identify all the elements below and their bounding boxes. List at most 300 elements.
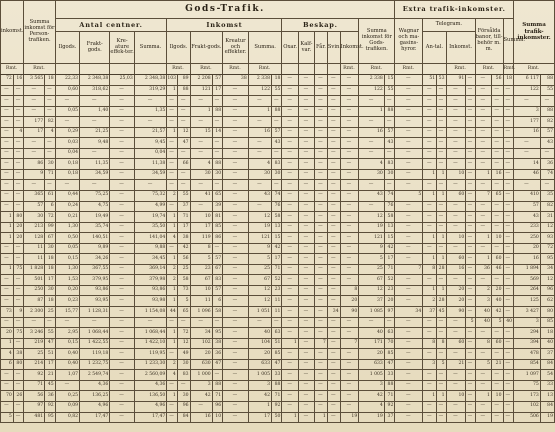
table-cell: — xyxy=(491,328,503,339)
table-cell: — xyxy=(167,201,177,212)
telegram-antal-header: An-tal. xyxy=(423,32,446,64)
table-cell: — xyxy=(298,359,314,370)
table-cell: 1 422,10 xyxy=(134,338,167,349)
table-cell: — xyxy=(110,296,134,307)
table-cell: — xyxy=(475,75,491,86)
table-cell: — xyxy=(359,138,385,149)
table-row xyxy=(1,75,555,86)
table-cell: 16 xyxy=(514,127,541,138)
table-cell: — xyxy=(167,180,177,191)
table-cell: — xyxy=(167,243,177,254)
table-cell: 34 xyxy=(327,307,340,318)
table-cell: 3 246 xyxy=(24,328,45,339)
table-cell: — xyxy=(298,85,314,96)
table-cell: 34,59 xyxy=(134,169,167,180)
table-cell: — xyxy=(491,106,503,117)
table-cell: — xyxy=(315,106,328,117)
table-cell: 67 xyxy=(190,275,212,286)
table-cell: — xyxy=(503,264,514,275)
table-cell: 88 xyxy=(272,380,282,391)
table-cell: 4 xyxy=(167,233,177,244)
table-cell: — xyxy=(423,317,437,328)
table-cell: — xyxy=(475,401,491,412)
table-cell: — xyxy=(13,106,23,117)
table-cell: 43 xyxy=(384,138,395,149)
table-cell: 6 xyxy=(45,201,55,212)
table-cell: 89 xyxy=(177,75,190,86)
table-cell: — xyxy=(282,401,298,412)
table-cell: — xyxy=(327,317,340,328)
table-cell: — xyxy=(503,349,514,360)
table-row xyxy=(1,254,555,265)
table-cell: — xyxy=(503,201,514,212)
table-cell: — xyxy=(298,412,314,423)
table-cell: — xyxy=(110,285,134,296)
table-cell: 0,04 xyxy=(55,148,79,159)
table-cell: — xyxy=(223,169,249,180)
table-cell: — xyxy=(315,359,328,370)
table-cell: — xyxy=(475,349,491,360)
table-cell: 177 xyxy=(24,117,45,128)
table-cell: — xyxy=(282,138,298,149)
table-cell: 16 xyxy=(446,264,466,275)
table-cell: — xyxy=(395,117,423,128)
table-cell: — xyxy=(395,106,423,117)
table-cell: 25,03 xyxy=(110,75,134,86)
table-cell: — xyxy=(340,317,359,328)
table-cell: — xyxy=(223,307,249,318)
table-cell: — xyxy=(1,138,14,149)
table-cell: 43 xyxy=(514,212,541,223)
table-cell: 36 xyxy=(475,264,491,275)
table-cell: 11 xyxy=(24,243,45,254)
table-cell: — xyxy=(13,148,23,159)
table-cell: — xyxy=(1,180,14,191)
table-cell: 1 xyxy=(167,328,177,339)
table-cell: 70 xyxy=(384,338,395,349)
table-cell: 18 xyxy=(45,264,55,275)
table-cell: — xyxy=(466,180,475,191)
table-cell: 19 xyxy=(248,222,271,233)
table-cell: — xyxy=(446,317,466,328)
table-cell: — xyxy=(446,275,466,286)
table-cell: 52 xyxy=(272,275,282,286)
table-cell: — xyxy=(223,338,249,349)
table-cell: — xyxy=(466,285,475,296)
table-cell: — xyxy=(395,222,423,233)
table-cell: — xyxy=(384,317,395,328)
table-cell: 213 xyxy=(24,222,45,233)
table-cell: — xyxy=(466,370,475,381)
table-row xyxy=(1,127,555,138)
table-cell: 15 xyxy=(384,233,395,244)
unit-label: Rmt. xyxy=(395,64,423,75)
table-cell: — xyxy=(315,349,328,360)
table-cell: 10 xyxy=(212,412,222,423)
table-cell: 30 xyxy=(45,243,55,254)
table-cell: 34 xyxy=(395,307,423,318)
table-cell: 15 xyxy=(272,233,282,244)
table-cell: 13 xyxy=(384,222,395,233)
table-cell: 97 xyxy=(384,307,395,318)
table-cell: 18 xyxy=(540,328,554,339)
table-cell: — xyxy=(298,106,314,117)
table-cell: — xyxy=(315,233,328,244)
table-cell: 854 xyxy=(514,359,541,370)
table-cell: — xyxy=(110,117,134,128)
table-cell: — xyxy=(55,317,79,328)
table-cell: 38 xyxy=(177,233,190,244)
table-cell: 38 xyxy=(212,338,222,349)
table-cell: — xyxy=(327,138,340,149)
table-cell: — xyxy=(1,243,14,254)
table-cell: — xyxy=(24,96,45,107)
table-cell: — xyxy=(327,75,340,86)
table-cell: 20 xyxy=(340,296,359,307)
table-cell: 1 xyxy=(315,412,328,423)
inkomst-cut-header: inkomst. xyxy=(1,1,24,64)
table-cell: 20 xyxy=(13,233,23,244)
table-cell: 1 232,75 xyxy=(80,359,110,370)
table-cell: — xyxy=(298,370,314,381)
table-cell: 1,40 xyxy=(80,106,110,117)
table-cell: — xyxy=(315,75,328,86)
table-cell: — xyxy=(298,233,314,244)
table-cell: 74 xyxy=(272,191,282,202)
table-cell: — xyxy=(223,264,249,275)
table-cell: — xyxy=(110,191,134,202)
table-cell: 264 xyxy=(514,285,541,296)
table-cell: 42 xyxy=(384,243,395,254)
table-cell: 20 xyxy=(384,296,395,307)
table-cell: — xyxy=(223,233,249,244)
gods-trafik-header: Gods-Trafik. xyxy=(55,1,395,19)
table-cell: 10 xyxy=(491,391,503,402)
table-cell: 62 xyxy=(540,296,554,307)
table-cell: — xyxy=(437,201,446,212)
table-cell: 141,04 xyxy=(134,233,167,244)
table-row xyxy=(1,138,555,149)
table-cell: — xyxy=(340,148,359,159)
table-cell: 75,32 xyxy=(134,191,167,202)
table-cell: — xyxy=(45,317,55,328)
table-row xyxy=(1,159,555,170)
table-cell: — xyxy=(298,159,314,170)
table-row xyxy=(1,391,555,402)
table-cell: 4,99 xyxy=(134,201,167,212)
table-cell: 82 xyxy=(540,117,554,128)
table-cell: 0,82 xyxy=(55,412,79,423)
table-cell: — xyxy=(340,222,359,233)
table-cell: 95 xyxy=(540,254,554,265)
table-cell: 16 xyxy=(359,127,385,138)
table-cell: — xyxy=(110,169,134,180)
table-cell: 12 xyxy=(359,285,385,296)
table-cell: 1 xyxy=(423,233,437,244)
table-cell: 12 xyxy=(248,285,271,296)
table-cell: — xyxy=(177,106,190,117)
table-cell: — xyxy=(315,275,328,286)
table-cell: 633 xyxy=(359,359,385,370)
table-cell: 630 xyxy=(190,359,212,370)
table-cell: 28 xyxy=(437,296,446,307)
table-cell: 0,21 xyxy=(55,212,79,223)
table-cell: — xyxy=(446,201,466,212)
table-cell: — xyxy=(475,412,491,423)
table-cell: 1 xyxy=(423,285,437,296)
table-cell: 5 xyxy=(475,359,491,370)
table-cell: 1,30 xyxy=(55,264,79,275)
table-cell: — xyxy=(282,191,298,202)
table-cell: — xyxy=(282,359,298,370)
table-cell: — xyxy=(503,180,514,191)
table-cell: 92 xyxy=(272,401,282,412)
table-cell: 0,05 xyxy=(55,243,79,254)
table-cell: — xyxy=(80,180,110,191)
table-cell: — xyxy=(282,380,298,391)
table-cell: — xyxy=(491,117,503,128)
table-cell: 20 xyxy=(13,222,23,233)
table-cell: — xyxy=(315,148,328,159)
table-cell: 42 xyxy=(272,243,282,254)
table-cell: 84 xyxy=(540,401,554,412)
table-cell: 250 xyxy=(514,233,541,244)
antal-centner-header: Antal centner. xyxy=(55,19,167,32)
table-cell: — xyxy=(446,138,466,149)
table-cell: 12 xyxy=(177,338,190,349)
table-row xyxy=(1,328,555,339)
table-cell: — xyxy=(466,296,475,307)
table-cell: — xyxy=(327,285,340,296)
table-cell: 30 xyxy=(45,159,55,170)
table-cell: — xyxy=(315,212,328,223)
table-cell: — xyxy=(298,391,314,402)
table-cell: 93,98 xyxy=(134,296,167,307)
table-cell: 50 xyxy=(272,412,282,423)
table-cell: 1 828 xyxy=(24,264,45,275)
table-cell: 2 xyxy=(167,191,177,202)
table-cell: — xyxy=(503,391,514,402)
unit-label: Rmt. xyxy=(475,64,503,75)
table-cell: — xyxy=(466,222,475,233)
table-cell: — xyxy=(315,96,328,107)
table-cell: 57 xyxy=(212,285,222,296)
table-cell: — xyxy=(503,212,514,223)
table-cell: 250 xyxy=(24,285,45,296)
table-cell: 5 xyxy=(359,254,385,265)
table-cell: 136,50 xyxy=(134,391,167,402)
table-cell: — xyxy=(80,148,110,159)
table-cell: 51 xyxy=(45,349,55,360)
table-cell: 1 051 xyxy=(248,307,271,318)
table-cell: 37 xyxy=(384,412,395,423)
table-cell: — xyxy=(395,233,423,244)
table-cell: — xyxy=(340,264,359,275)
table-cell: — xyxy=(446,85,466,96)
table-cell: 5 xyxy=(437,359,446,370)
table-cell: — xyxy=(223,296,249,307)
table-cell: 1 xyxy=(475,254,491,265)
unit-label: Rmt. xyxy=(167,64,190,75)
table-cell: 2 338 xyxy=(359,75,385,86)
table-cell: — xyxy=(298,296,314,307)
table-cell: — xyxy=(491,380,503,391)
table-cell: 63 xyxy=(272,328,282,339)
table-cell: — xyxy=(110,85,134,96)
table-cell: 93 xyxy=(540,233,554,244)
table-cell: — xyxy=(80,317,110,328)
table-cell: — xyxy=(437,148,446,159)
table-cell: — xyxy=(514,180,541,191)
table-cell: — xyxy=(298,328,314,339)
table-cell: — xyxy=(359,180,385,191)
table-cell: 104 xyxy=(248,338,271,349)
table-cell: 1,07 xyxy=(55,370,79,381)
inkomst-fraktgods-header: Frakt-gods. xyxy=(190,32,223,64)
table-cell: — xyxy=(395,275,423,286)
table-cell: 21,57 xyxy=(134,127,167,138)
table-cell: — xyxy=(446,412,466,423)
table-cell: — xyxy=(491,275,503,286)
table-cell: — xyxy=(437,349,446,360)
table-cell: 294 xyxy=(514,328,541,339)
table-cell: 21,25 xyxy=(80,127,110,138)
table-cell: — xyxy=(466,138,475,149)
table-cell: 71 xyxy=(272,264,282,275)
table-cell: — xyxy=(514,96,541,107)
table-cell: — xyxy=(491,180,503,191)
table-cell: — xyxy=(466,212,475,223)
table-cell: 2 348,38 xyxy=(134,75,167,86)
table-cell: — xyxy=(177,169,190,180)
table-cell: 1,30 xyxy=(55,222,79,233)
table-cell: 17 xyxy=(177,222,190,233)
table-cell: — xyxy=(223,212,249,223)
table-cell: — xyxy=(223,138,249,149)
table-cell: — xyxy=(327,328,340,339)
table-cell: 85 xyxy=(272,349,282,360)
table-cell: — xyxy=(327,264,340,275)
table-cell: — xyxy=(282,222,298,233)
table-cell: — xyxy=(282,307,298,318)
unit-label: Rmt. xyxy=(503,64,514,75)
table-cell: 54 xyxy=(540,370,554,381)
table-cell: 34,26 xyxy=(80,254,110,265)
table-cell: 15 xyxy=(384,75,395,86)
table-cell: — xyxy=(437,138,446,149)
table-cell: 0,29 xyxy=(55,127,79,138)
table-cell: 75 xyxy=(13,264,23,275)
table-cell: 219 xyxy=(24,338,45,349)
table-cell: 0,25 xyxy=(55,391,79,402)
table-cell: 3 427 xyxy=(514,307,541,318)
table-cell: — xyxy=(423,275,437,286)
table-cell: 8 xyxy=(475,338,491,349)
table-cell: — xyxy=(1,370,14,381)
table-cell: — xyxy=(167,96,177,107)
beskap-inkomst-header: Inkomst. xyxy=(340,32,359,64)
table-cell: — xyxy=(223,127,249,138)
table-cell: — xyxy=(503,127,514,138)
table-cell: — xyxy=(466,96,475,107)
table-cell: 80 xyxy=(540,307,554,318)
table-cell: — xyxy=(395,370,423,381)
table-row xyxy=(1,180,555,191)
table-cell: 46 xyxy=(514,169,541,180)
table-cell: 36 xyxy=(540,159,554,170)
table-cell: 5 xyxy=(491,317,503,328)
table-cell: — xyxy=(282,85,298,96)
table-cell: 0,44 xyxy=(55,191,79,202)
table-cell: — xyxy=(110,412,134,423)
table-cell: — xyxy=(423,117,437,128)
table-cell: — xyxy=(1,275,14,286)
table-cell: — xyxy=(340,85,359,96)
table-cell: — xyxy=(437,159,446,170)
table-cell: — xyxy=(1,96,14,107)
table-cell: — xyxy=(514,138,541,149)
table-cell: — xyxy=(298,117,314,128)
table-cell: 0,05 xyxy=(55,106,79,117)
table-cell: — xyxy=(1,254,14,265)
table-cell: — xyxy=(446,222,466,233)
table-cell: — xyxy=(395,317,423,328)
table-cell: — xyxy=(327,401,340,412)
table-cell: 3 565 xyxy=(24,75,45,86)
table-row xyxy=(1,349,555,360)
table-cell: — xyxy=(491,370,503,381)
table-cell: 18 xyxy=(503,75,514,86)
table-cell: 25 xyxy=(45,307,55,318)
telegram-header: Telegram. xyxy=(423,19,475,32)
table-cell: 88 xyxy=(212,106,222,117)
table-cell: 1 xyxy=(167,127,177,138)
table-cell: — xyxy=(282,127,298,138)
table-cell: 16 xyxy=(190,412,212,423)
table-cell: 67 xyxy=(45,233,55,244)
table-cell: 2 549,74 xyxy=(80,370,110,381)
table-cell: — xyxy=(223,180,249,191)
table-cell: 103 xyxy=(167,75,177,86)
table-cell: 121 xyxy=(190,85,212,96)
table-cell: — xyxy=(110,380,134,391)
table-cell: 30 xyxy=(272,169,282,180)
table-cell: 67 xyxy=(248,275,271,286)
table-cell: — xyxy=(223,380,249,391)
table-cell: 61 xyxy=(45,191,55,202)
table-cell: 83 xyxy=(177,370,190,381)
table-cell: — xyxy=(282,212,298,223)
table-cell: 51 xyxy=(272,338,282,349)
table-cell: 34 xyxy=(540,264,554,275)
table-cell: 85 xyxy=(212,222,222,233)
table-cell: — xyxy=(212,243,222,254)
table-cell: — xyxy=(466,75,475,86)
table-cell: — xyxy=(475,243,491,254)
table-cell: 28 xyxy=(437,264,446,275)
table-cell: — xyxy=(395,201,423,212)
extra-trafik-header: Extra trafik-inkomster. xyxy=(395,1,514,19)
table-row xyxy=(1,148,555,159)
table-cell: 4 xyxy=(45,127,55,138)
table-cell: — xyxy=(503,338,514,349)
table-cell: 4,96 xyxy=(80,401,110,412)
table-cell: 1 xyxy=(1,222,14,233)
table-cell: — xyxy=(223,85,249,96)
table-cell: — xyxy=(282,317,298,328)
table-cell: — xyxy=(223,191,249,202)
table-row xyxy=(1,191,555,202)
